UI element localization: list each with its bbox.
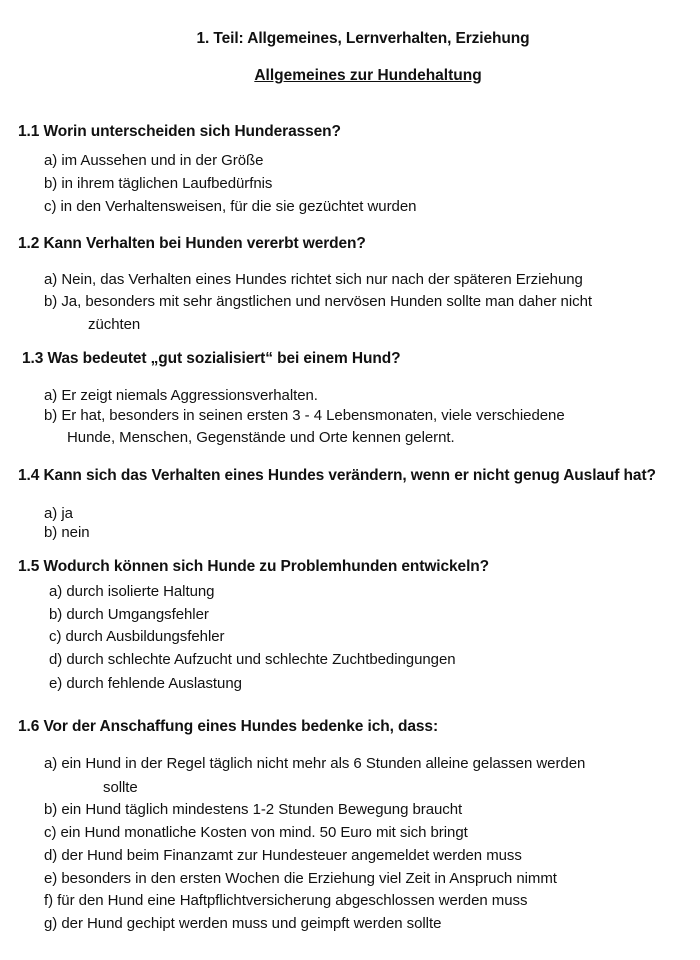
answer-1-2-a: a) Nein, das Verhalten eines Hundes richtet sich nur nach der späteren Erziehung [44, 271, 583, 288]
answer-1-4-a: a) ja [44, 505, 73, 522]
document-subtitle: Allgemeines zur Hundehaltung [254, 67, 482, 84]
answer-1-1-b: b) in ihrem täglichen Laufbedürfnis [44, 175, 273, 192]
answer-1-1-a: a) im Aussehen und in der Größe [44, 152, 264, 169]
question-1-5: 1.5 Wodurch können sich Hunde zu Problemhunden entwickeln? [18, 558, 490, 575]
answer-1-6-e: e) besonders in den ersten Wochen die Erziehung viel Zeit in Anspruch nimmt [44, 870, 557, 887]
answer-1-6-g: g) der Hund gechipt werden muss und geimpft werden sollte [44, 915, 442, 932]
question-1-1: 1.1 Worin unterscheiden sich Hunderassen? [18, 123, 341, 140]
answer-1-6-a-continued: sollte [103, 779, 138, 796]
answer-1-6-d: d) der Hund beim Finanzamt zur Hundesteuer angemeldet werden muss [44, 847, 522, 864]
document-title: 1. Teil: Allgemeines, Lernverhalten, Erziehung [196, 30, 530, 47]
answer-1-5-d: d) durch schlechte Aufzucht und schlechte Zuchtbedingungen [49, 651, 456, 668]
answer-1-3-b-continued: Hunde, Menschen, Gegenstände und Orte kennen gelernt. [67, 429, 455, 446]
answer-1-5-c: c) durch Ausbildungsfehler [49, 628, 225, 645]
answer-1-6-a: a) ein Hund in der Regel täglich nicht mehr als 6 Stunden alleine gelassen werden [44, 755, 586, 772]
answer-1-2-b: b) Ja, besonders mit sehr ängstlichen und nervösen Hunden sollte man daher nicht [44, 293, 592, 310]
answer-1-2-b-continued: züchten [88, 316, 141, 333]
answer-1-5-e: e) durch fehlende Auslastung [49, 675, 242, 692]
question-1-6: 1.6 Vor der Anschaffung eines Hundes bedenke ich, dass: [18, 718, 439, 735]
answer-1-4-b: b) nein [44, 524, 90, 541]
answer-1-3-a: a) Er zeigt niemals Aggressionsverhalten. [44, 387, 318, 404]
answer-1-6-b: b) ein Hund täglich mindestens 1-2 Stunden Bewegung braucht [44, 801, 463, 818]
question-1-4: 1.4 Kann sich das Verhalten eines Hundes verändern, wenn er nicht genug Auslauf hat? [18, 467, 656, 484]
answer-1-5-b: b) durch Umgangsfehler [49, 606, 209, 623]
question-1-2: 1.2 Kann Verhalten bei Hunden vererbt werden? [18, 235, 366, 252]
answer-1-1-c: c) in den Verhaltensweisen, für die sie gezüchtet wurden [44, 198, 417, 215]
answer-1-5-a: a) durch isolierte Haltung [49, 583, 215, 600]
answer-1-6-f: f) für den Hund eine Haftpflichtversicherung abgeschlossen werden muss [44, 892, 528, 909]
answer-1-6-c: c) ein Hund monatliche Kosten von mind. 50 Euro mit sich bringt [44, 824, 468, 841]
answer-1-3-b: b) Er hat, besonders in seinen ersten 3 - 4 Lebensmonaten, viele verschiedene [44, 407, 565, 424]
question-1-3: 1.3 Was bedeutet „gut sozialisiert“ bei einem Hund? [22, 350, 401, 367]
